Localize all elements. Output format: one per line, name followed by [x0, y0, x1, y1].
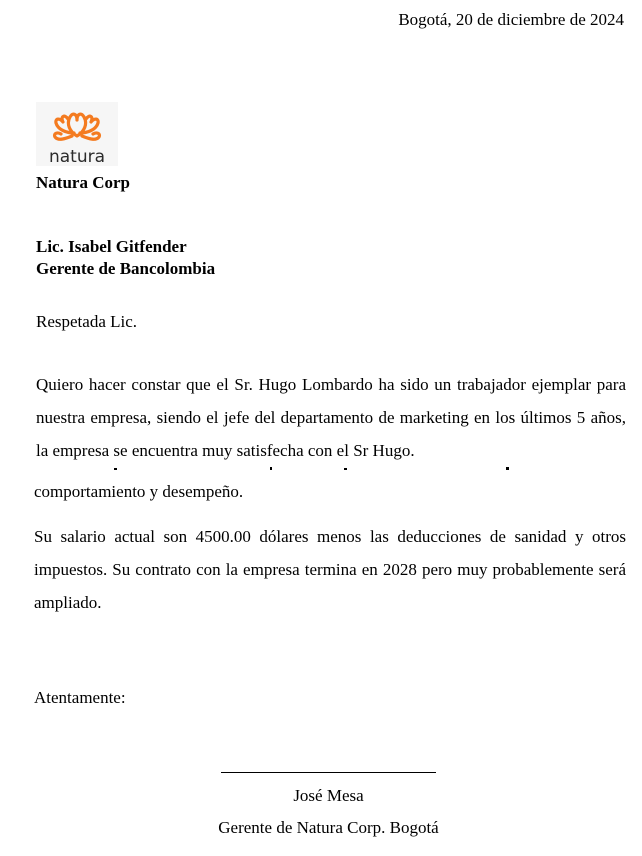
signatory-role: Gerente de Natura Corp. Bogotá	[218, 818, 439, 837]
salutation: Respetada Lic.	[36, 312, 138, 331]
natura-wordmark: natura	[48, 147, 106, 166]
letter-date: Bogotá, 20 de diciembre de 2024	[398, 10, 624, 29]
body-paragraph-2: Su salario actual son 4500.00 dólares menos las deducciones de sanidad y otros impuestos. Su contrato con la empresa termina en 2028 pero muy probablemente será ampliado.	[34, 527, 626, 612]
natura-logo	[36, 102, 118, 166]
sender-company: Natura Corp	[36, 173, 130, 192]
signature-line	[221, 772, 436, 773]
body-paragraph-1-tail: comportamiento y desempeño.	[34, 482, 244, 501]
closing: Atentamente:	[34, 688, 126, 707]
recipient-name: Lic. Isabel Gitfender	[36, 237, 187, 256]
recipient-title: Gerente de Bancolombia	[36, 259, 216, 278]
cropped-text-line	[34, 458, 626, 470]
body-paragraph-1: Quiero hacer constar que el Sr. Hugo Lombardo ha sido un trabajador ejemplar para nuestra empresa, siendo el jefe del departamento de marketing en los últimos 5 años, la empresa se encuentra muy satisfecha con el Sr Hugo.	[36, 375, 626, 460]
natura-flower-icon	[36, 102, 118, 166]
signatory-name: José Mesa	[293, 786, 364, 805]
